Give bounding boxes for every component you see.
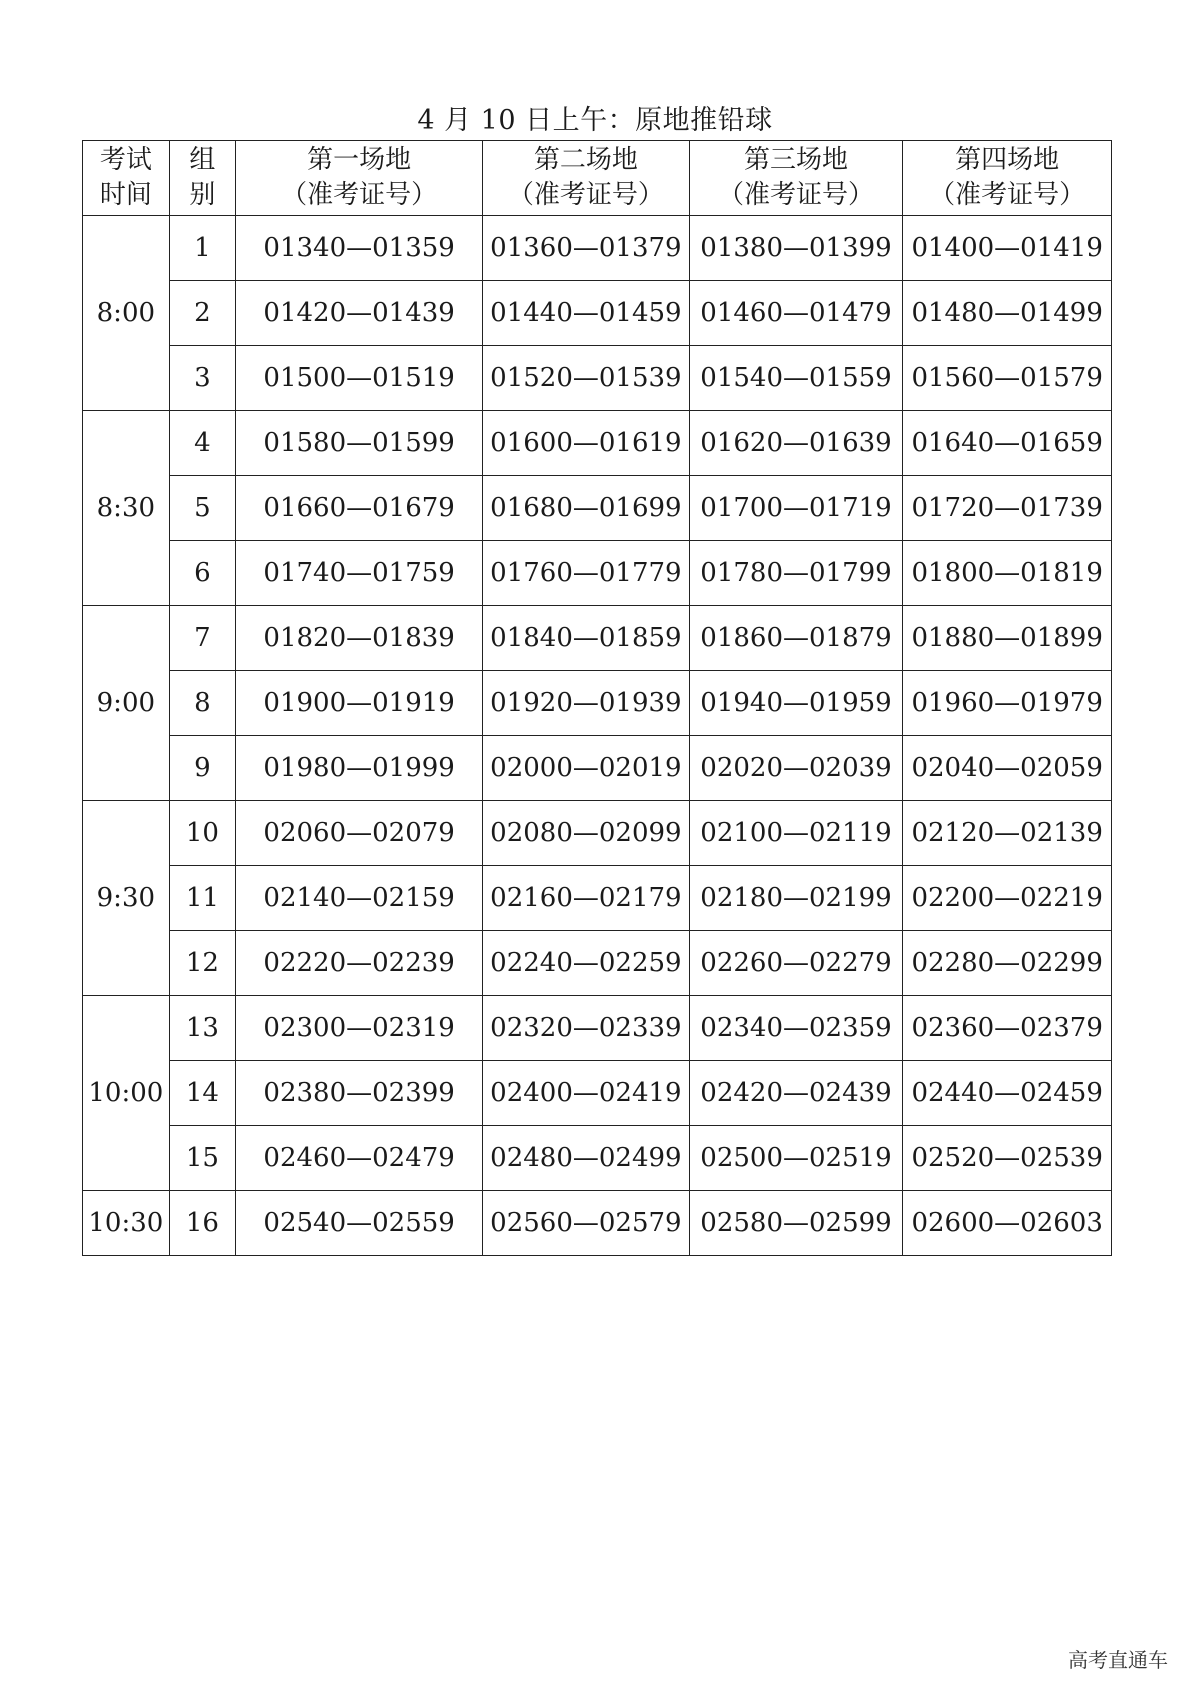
table-row	[83, 1126, 1112, 1191]
venue-4-range-cell: 01640—01659	[903, 411, 1112, 476]
exam-time-cell: 9:00	[83, 606, 170, 801]
header-group: 组 别	[169, 141, 236, 216]
group-cell: 4	[169, 411, 236, 476]
venue-4-range-cell: 02040—02059	[903, 736, 1112, 801]
venue-3-range-cell: 01940—01959	[689, 671, 903, 736]
venue-1-range-cell: 01420—01439	[236, 281, 483, 346]
venue-1-range-cell: 01900—01919	[236, 671, 483, 736]
exam-time-cell: 9:30	[83, 801, 170, 996]
venue-3-range-cell: 02100—02119	[689, 801, 903, 866]
header-venue-2: 第二场地 （准考证号）	[483, 141, 690, 216]
table-row	[83, 931, 1112, 996]
venue-3-range-cell: 02020—02039	[689, 736, 903, 801]
venue-3-range-cell: 01780—01799	[689, 541, 903, 606]
group-cell: 6	[169, 541, 236, 606]
group-cell: 9	[169, 736, 236, 801]
table-row	[83, 671, 1112, 736]
exam-time-cell: 10:00	[83, 996, 170, 1191]
watermark: 高考直通车	[1068, 1648, 1168, 1672]
exam-time-cell: 10:30	[83, 1191, 170, 1256]
venue-4-range-cell: 01480—01499	[903, 281, 1112, 346]
group-cell: 2	[169, 281, 236, 346]
venue-3-range-cell: 01540—01559	[689, 346, 903, 411]
venue-1-range-cell: 02060—02079	[236, 801, 483, 866]
group-cell: 7	[169, 606, 236, 671]
venue-4-range-cell: 02360—02379	[903, 996, 1112, 1061]
venue-2-range-cell: 01920—01939	[483, 671, 690, 736]
group-cell: 12	[169, 931, 236, 996]
venue-3-range-cell: 01460—01479	[689, 281, 903, 346]
table-row	[83, 996, 1112, 1061]
table-row	[83, 736, 1112, 801]
venue-4-range-cell: 02440—02459	[903, 1061, 1112, 1126]
venue-2-range-cell: 02320—02339	[483, 996, 690, 1061]
venue-1-range-cell: 02540—02559	[236, 1191, 483, 1256]
group-cell: 10	[169, 801, 236, 866]
venue-2-range-cell: 01840—01859	[483, 606, 690, 671]
venue-2-range-cell: 02160—02179	[483, 866, 690, 931]
group-cell: 5	[169, 476, 236, 541]
table-row	[83, 346, 1112, 411]
venue-3-range-cell: 02420—02439	[689, 1061, 903, 1126]
venue-1-range-cell: 02140—02159	[236, 866, 483, 931]
venue-2-range-cell: 02000—02019	[483, 736, 690, 801]
venue-2-range-cell: 02400—02419	[483, 1061, 690, 1126]
table-row	[83, 476, 1112, 541]
group-cell: 11	[169, 866, 236, 931]
venue-1-range-cell: 02380—02399	[236, 1061, 483, 1126]
venue-4-range-cell: 02280—02299	[903, 931, 1112, 996]
header-venue-4: 第四场地 （准考证号）	[903, 141, 1112, 216]
schedule-body	[83, 216, 1112, 1256]
venue-2-range-cell: 02240—02259	[483, 931, 690, 996]
table-row	[83, 606, 1112, 671]
venue-4-range-cell: 02520—02539	[903, 1126, 1112, 1191]
table-row	[83, 801, 1112, 866]
venue-2-range-cell: 02080—02099	[483, 801, 690, 866]
table-row	[83, 866, 1112, 931]
venue-4-range-cell: 01560—01579	[903, 346, 1112, 411]
table-row	[83, 281, 1112, 346]
group-cell: 3	[169, 346, 236, 411]
table-row	[83, 1191, 1112, 1256]
venue-4-range-cell: 01800—01819	[903, 541, 1112, 606]
venue-3-range-cell: 02580—02599	[689, 1191, 903, 1256]
group-cell: 1	[169, 216, 236, 281]
group-cell: 16	[169, 1191, 236, 1256]
venue-2-range-cell: 01440—01459	[483, 281, 690, 346]
table-row	[83, 541, 1112, 606]
venue-4-range-cell: 02600—02603	[903, 1191, 1112, 1256]
venue-1-range-cell: 01980—01999	[236, 736, 483, 801]
exam-schedule-table	[82, 140, 1112, 1256]
venue-3-range-cell: 01700—01719	[689, 476, 903, 541]
venue-1-range-cell: 01580—01599	[236, 411, 483, 476]
venue-4-range-cell: 01720—01739	[903, 476, 1112, 541]
group-cell: 8	[169, 671, 236, 736]
table-row	[83, 216, 1112, 281]
header-row	[83, 141, 1112, 216]
page-title: 4 月 10 日上午：原地推铅球	[417, 105, 773, 136]
venue-1-range-cell: 01660—01679	[236, 476, 483, 541]
exam-time-cell: 8:00	[83, 216, 170, 411]
header-venue-1: 第一场地 （准考证号）	[236, 141, 483, 216]
venue-3-range-cell: 02180—02199	[689, 866, 903, 931]
venue-3-range-cell: 02340—02359	[689, 996, 903, 1061]
venue-2-range-cell: 02560—02579	[483, 1191, 690, 1256]
venue-1-range-cell: 02300—02319	[236, 996, 483, 1061]
venue-1-range-cell: 01820—01839	[236, 606, 483, 671]
group-cell: 14	[169, 1061, 236, 1126]
venue-3-range-cell: 02260—02279	[689, 931, 903, 996]
venue-2-range-cell: 01600—01619	[483, 411, 690, 476]
venue-2-range-cell: 02480—02499	[483, 1126, 690, 1191]
venue-4-range-cell: 01400—01419	[903, 216, 1112, 281]
exam-time-cell: 8:30	[83, 411, 170, 606]
group-cell: 13	[169, 996, 236, 1061]
table-row	[83, 411, 1112, 476]
venue-4-range-cell: 01960—01979	[903, 671, 1112, 736]
header-venue-3: 第三场地 （准考证号）	[689, 141, 903, 216]
table-row	[83, 1061, 1112, 1126]
venue-3-range-cell: 01860—01879	[689, 606, 903, 671]
venue-4-range-cell: 02200—02219	[903, 866, 1112, 931]
venue-2-range-cell: 01360—01379	[483, 216, 690, 281]
venue-1-range-cell: 02460—02479	[236, 1126, 483, 1191]
venue-1-range-cell: 02220—02239	[236, 931, 483, 996]
group-cell: 15	[169, 1126, 236, 1191]
venue-1-range-cell: 01500—01519	[236, 346, 483, 411]
venue-2-range-cell: 01680—01699	[483, 476, 690, 541]
venue-2-range-cell: 01520—01539	[483, 346, 690, 411]
header-exam-time: 考试 时间	[83, 141, 170, 216]
venue-4-range-cell: 01880—01899	[903, 606, 1112, 671]
venue-3-range-cell: 01380—01399	[689, 216, 903, 281]
venue-3-range-cell: 01620—01639	[689, 411, 903, 476]
venue-2-range-cell: 01760—01779	[483, 541, 690, 606]
venue-4-range-cell: 02120—02139	[903, 801, 1112, 866]
venue-3-range-cell: 02500—02519	[689, 1126, 903, 1191]
venue-1-range-cell: 01740—01759	[236, 541, 483, 606]
venue-1-range-cell: 01340—01359	[236, 216, 483, 281]
